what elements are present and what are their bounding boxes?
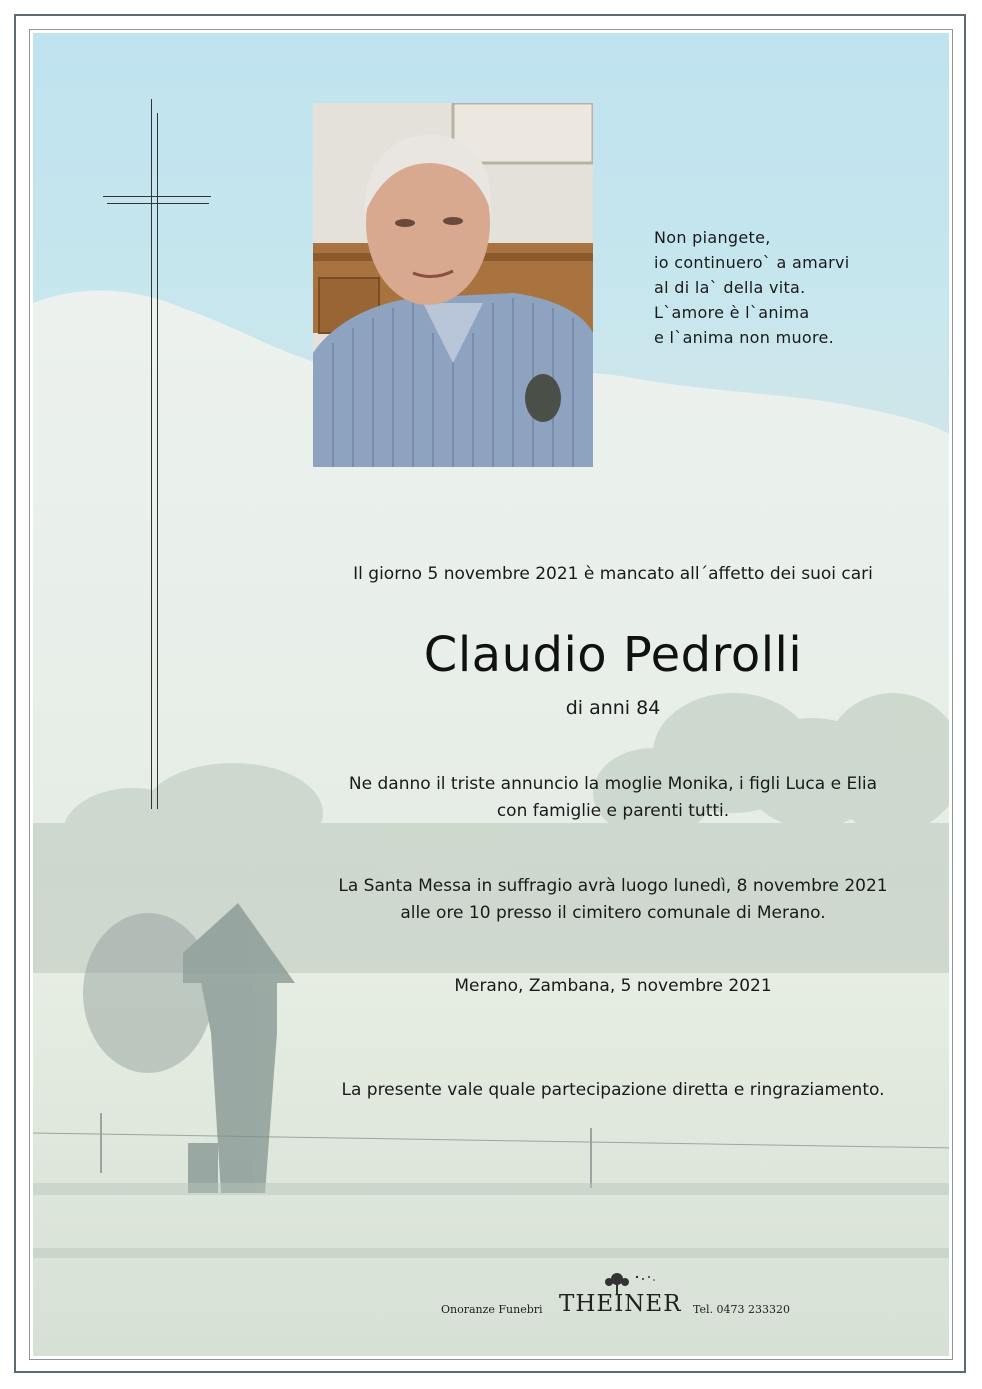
announcement-line: con famiglie e parenti tutti. — [496, 801, 730, 821]
cross-horizontal-line — [103, 196, 211, 197]
portrait-photo — [313, 103, 593, 467]
place-date: Merano, Zambana, 5 novembre 2021 — [454, 976, 772, 996]
funeral-home-footer — [441, 1271, 821, 1321]
cross-vertical-line — [157, 113, 158, 809]
death-notice-card — [30, 30, 952, 1359]
footer-brand: THEINER — [559, 1291, 682, 1317]
mass-info — [313, 873, 913, 927]
cross-horizontal-line — [107, 203, 209, 204]
mass-line: alle ore 10 presso il cimitero comunale di Merano. — [400, 903, 826, 923]
intro-text: Il giorno 5 novembre 2021 è mancato all´affetto dei suoi cari — [353, 564, 873, 584]
thanks-note: La presente vale quale partecipazione diretta e ringraziamento. — [341, 1080, 885, 1100]
poem-line: L`amore è l`anima — [654, 303, 810, 322]
announcement-line: Ne danno il triste annuncio la moglie Monika, i figli Luca e Elia — [348, 774, 878, 794]
poem-line: al di la` della vita. — [654, 278, 806, 297]
footer-prefix: Onoranze Funebri — [441, 1303, 543, 1316]
cross-vertical-line — [151, 99, 152, 809]
footer-phone: Tel. 0473 233320 — [693, 1303, 790, 1316]
poem-line: io continuero` a amarvi — [654, 253, 850, 272]
poem — [654, 225, 934, 350]
deceased-age: di anni 84 — [565, 697, 661, 719]
announcement — [313, 771, 913, 825]
poem-line: Non piangete, — [654, 228, 771, 247]
mass-line: La Santa Messa in suffragio avrà luogo lunedì, 8 novembre 2021 — [338, 876, 888, 896]
poem-line: e l`anima non muore. — [654, 328, 835, 347]
deceased-name: Claudio Pedrolli — [423, 627, 803, 683]
